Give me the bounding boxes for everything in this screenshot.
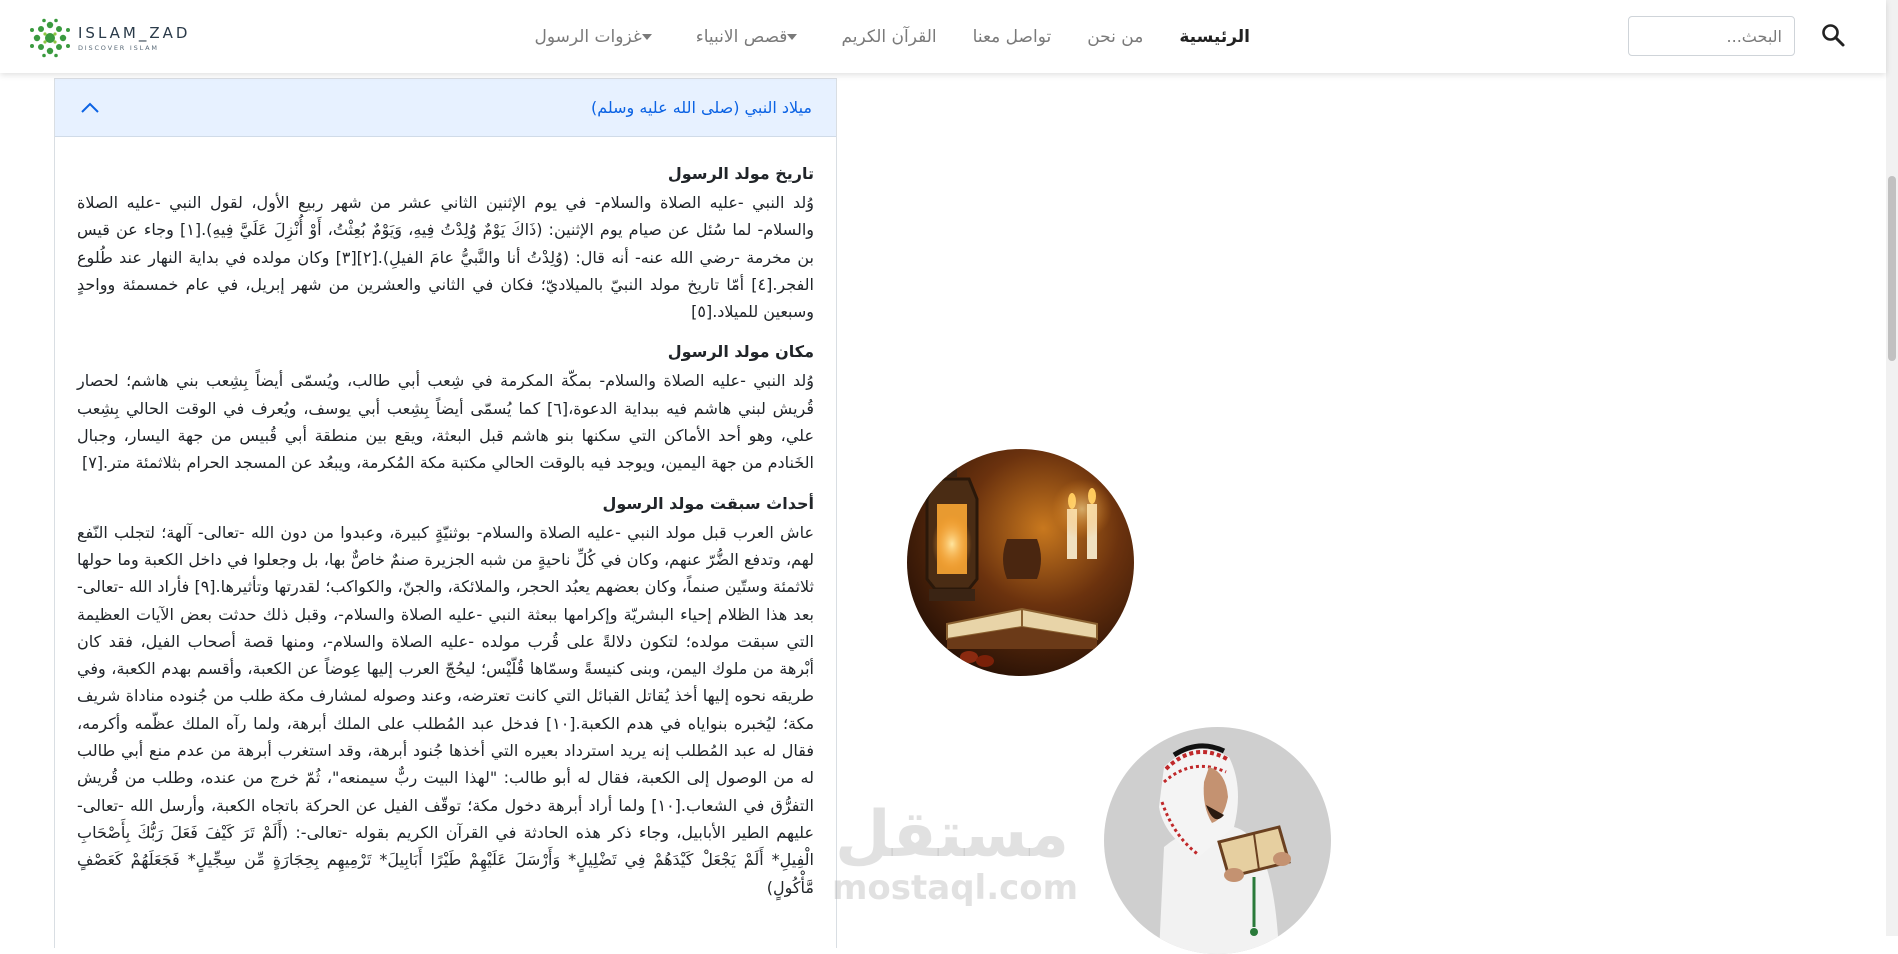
logo-title: ISLAM_ZAD: [78, 24, 191, 42]
accordion-body: [55, 137, 836, 901]
watermark-latin: mostaql.com: [832, 868, 1079, 908]
search-box: [1628, 16, 1795, 56]
nav-item-prophets-stories[interactable]: قصص الانبياء: [678, 27, 824, 47]
navbar: [0, 0, 1886, 73]
section-title: مكان مولد الرسول: [667, 342, 814, 362]
accordion-header[interactable]: [55, 79, 836, 137]
accordion-title: ميلاد النبي (صلى الله عليه وسلم): [590, 98, 812, 117]
watermark: [832, 798, 1079, 908]
section-text: وُلد النبي -عليه الصلاة والسلام- بمكّة المكرمة في شِعب أبي طالب، ويُسمّى أيضاً بِشِعب بني هاشم؛ لحصار قُريش لبني هاشم فيه ببداية الدعوة،[٦] كما يُسمّى أيضاً بِشِعب أبي يوسف، ويُعرف في الوقت الحالي بِشِعب علي، وهو أحد الأماكن التي سكنها بنو هاشم قبل البعثة، ويقع بين منطقة أبي قُبيس من جهة اليسار، وجبال الخَنادم من جهة اليمين، ويوجد فيه بالوقت الحالي مكتبة مكة المُكرمة، ويبعُد عن المسجد الحرام بثلاثمئة متر.[٧]: [77, 371, 814, 473]
chevron-up-icon: [79, 97, 101, 119]
section-title: تاريخ مولد الرسول: [667, 164, 814, 183]
logo-subtitle: DISCOVER ISLAM: [78, 44, 159, 52]
search-icon[interactable]: [1820, 22, 1846, 48]
search-input[interactable]: [1629, 17, 1794, 55]
nav-item-contact[interactable]: تواصل معنا: [972, 26, 1052, 47]
man-reading-quran-image: [1104, 727, 1331, 954]
logo-mark-icon: [28, 18, 72, 58]
chevron-down-icon: [787, 34, 797, 40]
lantern-quran-image: [907, 449, 1134, 676]
logo[interactable]: [28, 18, 190, 58]
nav-item-home[interactable]: الرئيسية: [1179, 26, 1250, 47]
chevron-down-icon: [642, 34, 652, 40]
page-scrollbar[interactable]: [1886, 0, 1898, 936]
accordion: [54, 78, 837, 948]
watermark-arabic: مستقل: [834, 798, 1070, 872]
nav-item-battles[interactable]: غزوات الرسول: [516, 27, 677, 47]
nav-item-about[interactable]: من نحن: [1087, 26, 1144, 47]
section-title: أحداث سبقت مولد الرسول: [602, 493, 814, 513]
section-text: عاش العرب قبل مولد النبي -عليه الصلاة والسلام- بوثنيّةٍ كبيرة، وعبدوا من دون الله -تعالى- آلهة؛ لتجلب النّفع لهم، وتدفع الضُّرّ عنهم، وكان في كُلِّ ناحيةٍ من شبه الجزيرة صنمٌ خاصٌّ بها، بل وجعلوا في داخل الكعبة وما حولها ثلاثمئة وستّين صنماً، وكان بعضهم يعبُد الحجر، والملائكة، والجنّ، والكواكب؛ لقدرتها وتأثيرها.[٩] فأراد الله -تعالى- بعد هذا الظلام إحياء البشريّة وإكرامها ببعثة النبي -عليه الصلاة والسلام-، وقبل ذلك حدثت بعض الآيات العظيمة التي سبقت مولده؛ لتكون دلالةً على قُرب مولده -عليه الصلاة والسلام-، ومنها قصة أصحاب الفيل، فقد كان أبْرهة من ملوك اليمن، وبنى كنيسةً وسمّاها قُلّيْس؛ ليحُجّ العرب إليها عِوضاً عن الكعبة، وأقسم بهدم الكعبة، وفي طريقه نحوه إليها أخذ يُقاتل القبائل التي كانت تعترضه، وعند وصوله لمشارف مكة طلب من جُنوده مناداة شريف مكة؛ ليُخبره بنواياه في هدم الكعبة.[١٠] فدخل عبد المُطلب على الملك أبرهة، ولما رآه الملك عظّمه وأكرمه، فقال له عبد المُطلب إنه يريد استرداد بعيره التي أخذها جُنود أبرهة، وقد استغرب أبرهة من عدم منع أبي طالب له من الوصول إلى الكعبة، فقال له أبو طالب: "لهذا البيت ربٌّ سيمنعه"، ثُمّ خرج من عنده، وطلب من قُريش التفرُّق في الشعاب.[١٠] ولما أراد أبرهة دخول مكة؛ توقّف الفيل عن الحركة باتجاه الكعبة، وأرسل الله -تعالى- عليهم الطير الأبابيل، وجاء ذكر هذه الحادثة في القرآن الكريم بقوله -تعالى-: (أَلَمْ تَرَ كَيْفَ فَعَلَ رَبُّكَ بِأَصْحَابِ الْفِيلِ* أَلَمْ يَجْعَلْ كَيْدَهُمْ فِي تَضْلِيلٍ* وَأَرْسَلَ عَلَيْهِمْ طَيْرًا أَبَابِيلَ* تَرْمِيهِم بِحِجَارَةٍ مِّن سِجِّيلٍ* فَجَعَلَهُمْ كَعَصْفٍ مَّأْكُولٍ): [77, 522, 815, 897]
scrollbar-thumb[interactable]: [1888, 176, 1896, 361]
section-text: وُلد النبي -عليه الصلاة والسلام- في يوم الإثنين الثاني عشر من شهر ربيع الأول، لقول النبي -عليه الصلاة والسلام- لما سُئل عن صيام يوم الإثنين: (ذَاكَ يَوْمٌ وُلِدْتُ فِيهِ، وَيَوْمٌ بُعِثْتُ، أَوْ أُنْزِلَ عَلَيَّ فِيهِ).[١] وجاء عن قيس بن مخرمة -رضي الله عنه- أنه قال: (وُلِدْتُ أنا والنَّبيُّ عامَ الفيلِ).[٢][٣] وكان مولده في بداية النهار عند طُلوع الفجر.[٤] أمّا تاريخ مولد النبيّ بالميلاديّ؛ فكان في الثاني والعشرين من شهر إبريل، في عام خمسمئة وواحدٍ وسبعين للميلاد.[٥]: [77, 193, 815, 322]
nav-menu: [516, 0, 1268, 73]
nav-item-quran[interactable]: القرآن الكريم: [841, 26, 937, 47]
